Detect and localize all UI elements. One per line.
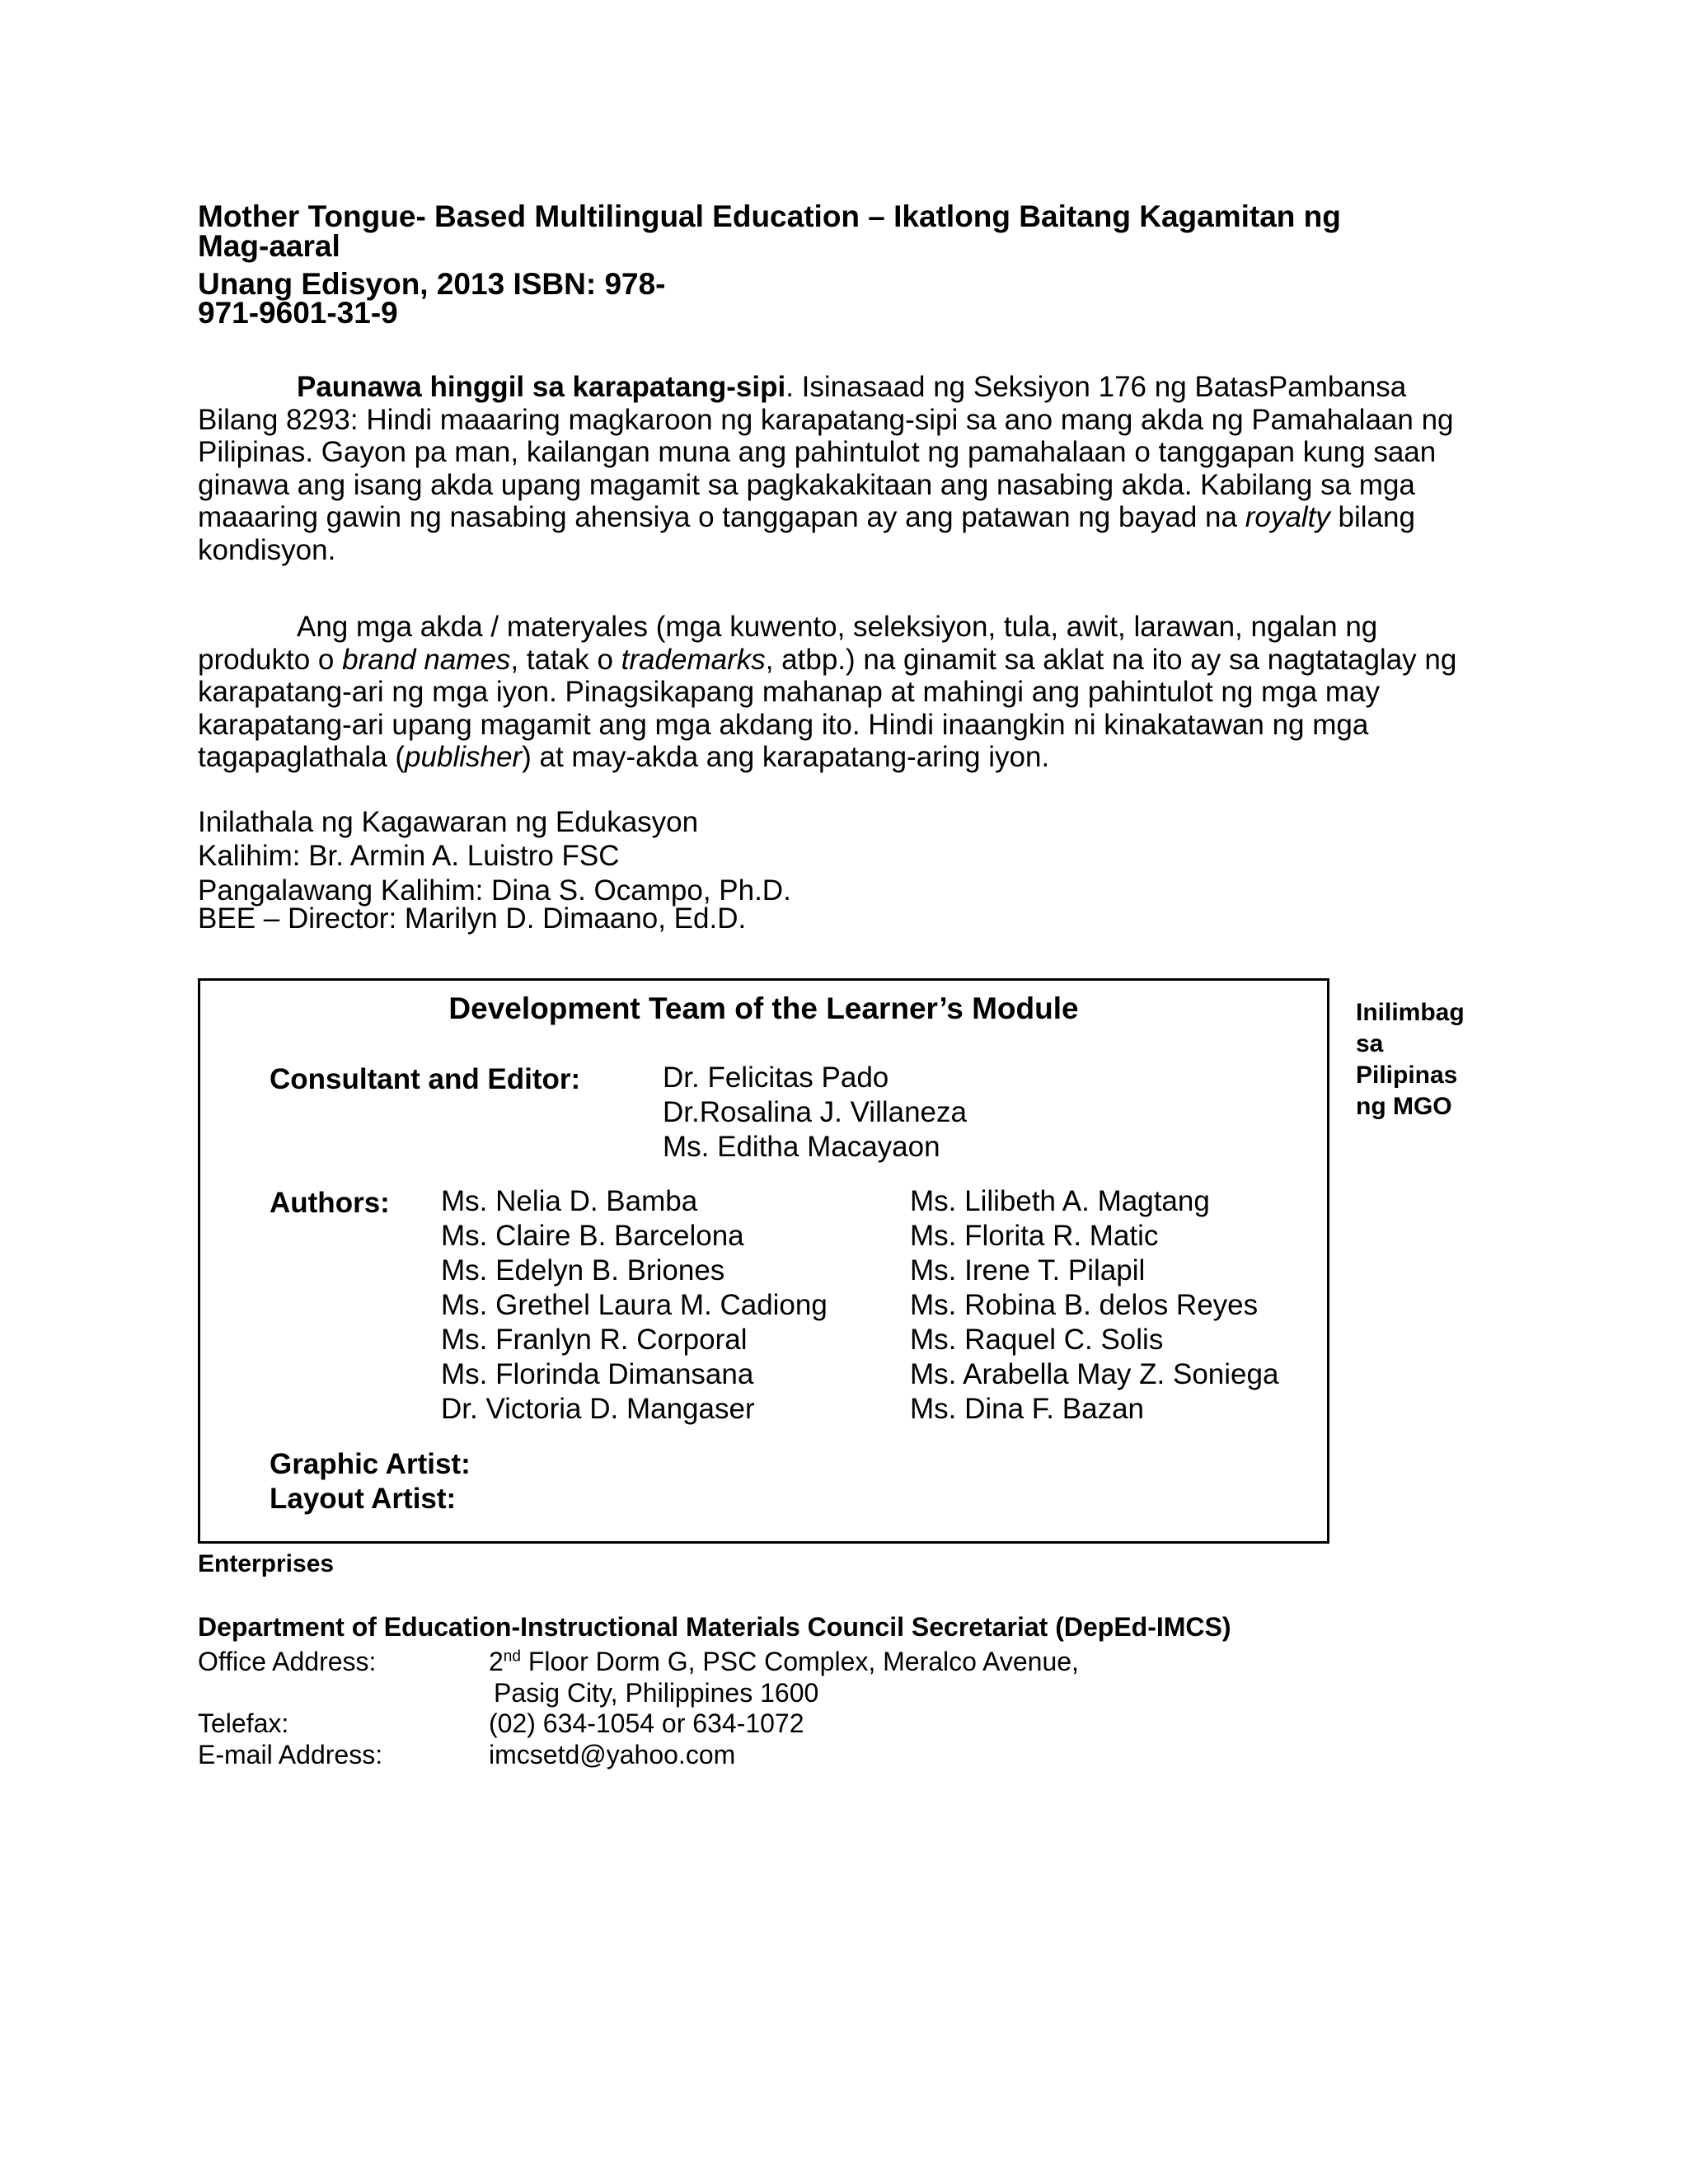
author-name: Ms. Florinda Dimansana (441, 1358, 754, 1390)
materials-italic-brand: brand names (342, 643, 511, 676)
notice-heading: Paunawa hinggil sa karapatang-sipi (297, 371, 786, 403)
consultant-name: Dr.Rosalina J. Villaneza (663, 1096, 967, 1128)
materials-part-1: Ang mga akda / materyales (mga kuwento, seleksiyon, tula, awit, larawan, ngalan ng produkto o (198, 611, 1378, 676)
office-address-rest: Floor Dorm G, PSC Complex, Meralco Avenue, (520, 1647, 1079, 1676)
floor-ordinal: nd (503, 1647, 521, 1666)
materials-part-3: , atbp.) na ginamit sa aklat na ito ay sa nagtataglay ng karapatang-ari ng mga iyon. Pinagsikapang mahanap at mahingi ang pahintulot ng mga may karapatang-ari upang magamit ang mga akdang ito. Hindi inaangkin ni kinakatawan ng mga tagapaglathala ( (198, 643, 1457, 773)
author-name: Ms. Robina B. delos Reyes (910, 1289, 1259, 1321)
materials-part-4: ) at may-akda ang karapatang-aring iyon. (522, 741, 1050, 773)
printer-note (1356, 997, 1488, 1122)
author-name: Ms. Nelia D. Bamba (441, 1185, 698, 1217)
author-name: Ms. Grethel Laura M. Cadiong (441, 1289, 828, 1321)
secretary-line: Kalihim: Br. Armin A. Luistro FSC (198, 840, 620, 872)
notice-italic-royalty: royalty (1245, 501, 1330, 533)
author-name: Ms. Franlyn R. Corporal (441, 1324, 748, 1356)
edition-line-2: 971-9601-31-9 (198, 296, 398, 330)
author-name: Ms. Dina F. Bazan (910, 1393, 1144, 1425)
printer-line-1: Inilimbag (1356, 999, 1465, 1026)
office-address-label: Office Address: (198, 1647, 377, 1676)
author-name: Ms. Florita R. Matic (910, 1220, 1159, 1252)
publisher-line: Inilathala ng Kagawaran ng Edukasyon (198, 806, 699, 838)
layout-artist-label: Layout Artist: (270, 1483, 457, 1515)
director-line: BEE – Director: Marilyn D. Dimaano, Ed.D. (198, 902, 747, 935)
graphic-artist-label: Graphic Artist: (270, 1448, 471, 1480)
book-title: Mother Tongue- Based Multilingual Education – Ikatlong Baitang Kagamitan ng Mag-aaral (198, 199, 1341, 263)
email-value: imcsetd@yahoo.com (489, 1740, 736, 1769)
printer-enterprises: Enterprises (198, 1550, 335, 1577)
author-name: Ms. Edelyn B. Briones (441, 1254, 725, 1286)
author-name: Ms. Lilibeth A. Magtang (910, 1185, 1210, 1217)
floor-number: 2 (489, 1647, 504, 1676)
materials-italic-trademarks: trademarks (621, 643, 766, 676)
author-name: Ms. Claire B. Barcelona (441, 1220, 744, 1252)
author-name: Ms. Raquel C. Solis (910, 1324, 1164, 1356)
materials-italic-publisher: publisher (405, 741, 523, 773)
email-label: E-mail Address: (198, 1740, 383, 1769)
consultant-label: Consultant and Editor: (270, 1063, 581, 1095)
office-address-line-2: Pasig City, Philippines 1600 (494, 1678, 819, 1708)
authors-label: Authors: (270, 1187, 390, 1219)
department-name: Department of Education-Instructional Materials Council Secretariat (DepEd-IMCS) (198, 1612, 1231, 1642)
materials-part-2: , tatak o (510, 643, 621, 676)
office-address-line-1 (489, 1647, 1079, 1677)
consultant-name: Dr. Felicitas Pado (663, 1062, 889, 1094)
edition-line-1: Unang Edisyon, 2013 ISBN: 978- (198, 267, 666, 301)
edition-isbn (198, 267, 692, 330)
printer-line-2: sa (1356, 1030, 1384, 1057)
notice-text: . Isinasaad ng Seksiyon 176 ng BatasPambansa Bilang 8293: Hindi maaaring magkaroon ng karapatang-sipi sa ano mang akda ng Pamahalaan ng Pilipinas. Gayon pa man, kailangan muna ang pahintulot ng pamahalaan o tanggapan kung saan ginawa ang isang akda upang magamit sa pagkakakitaan ang nasabing akda. Kabilang sa mga maaaring gawin ng nasabing ahensiya o tanggapan ay ang patawan ng bayad na (198, 371, 1454, 533)
materials-notice (198, 611, 1484, 774)
telefax-value: (02) 634-1054 or 634-1072 (489, 1708, 804, 1738)
printer-line-4: ng MGO (1356, 1093, 1452, 1120)
author-name: Ms. Irene T. Pilapil (910, 1254, 1146, 1286)
notice-text-end: bilang kondisyon. (198, 501, 1415, 566)
team-title: Development Team of the Learner’s Module (448, 991, 1079, 1025)
copyright-notice (198, 371, 1484, 566)
printer-line-3: Pilipinas (1356, 1062, 1458, 1089)
telefax-label: Telefax: (198, 1708, 289, 1738)
consultant-name: Ms. Editha Macayaon (663, 1131, 940, 1163)
author-name: Ms. Arabella May Z. Soniega (910, 1358, 1279, 1390)
author-name: Dr. Victoria D. Mangaser (441, 1393, 755, 1425)
undersecretary-line: Pangalawang Kalihim: Dina S. Ocampo, Ph.D. (198, 874, 791, 907)
